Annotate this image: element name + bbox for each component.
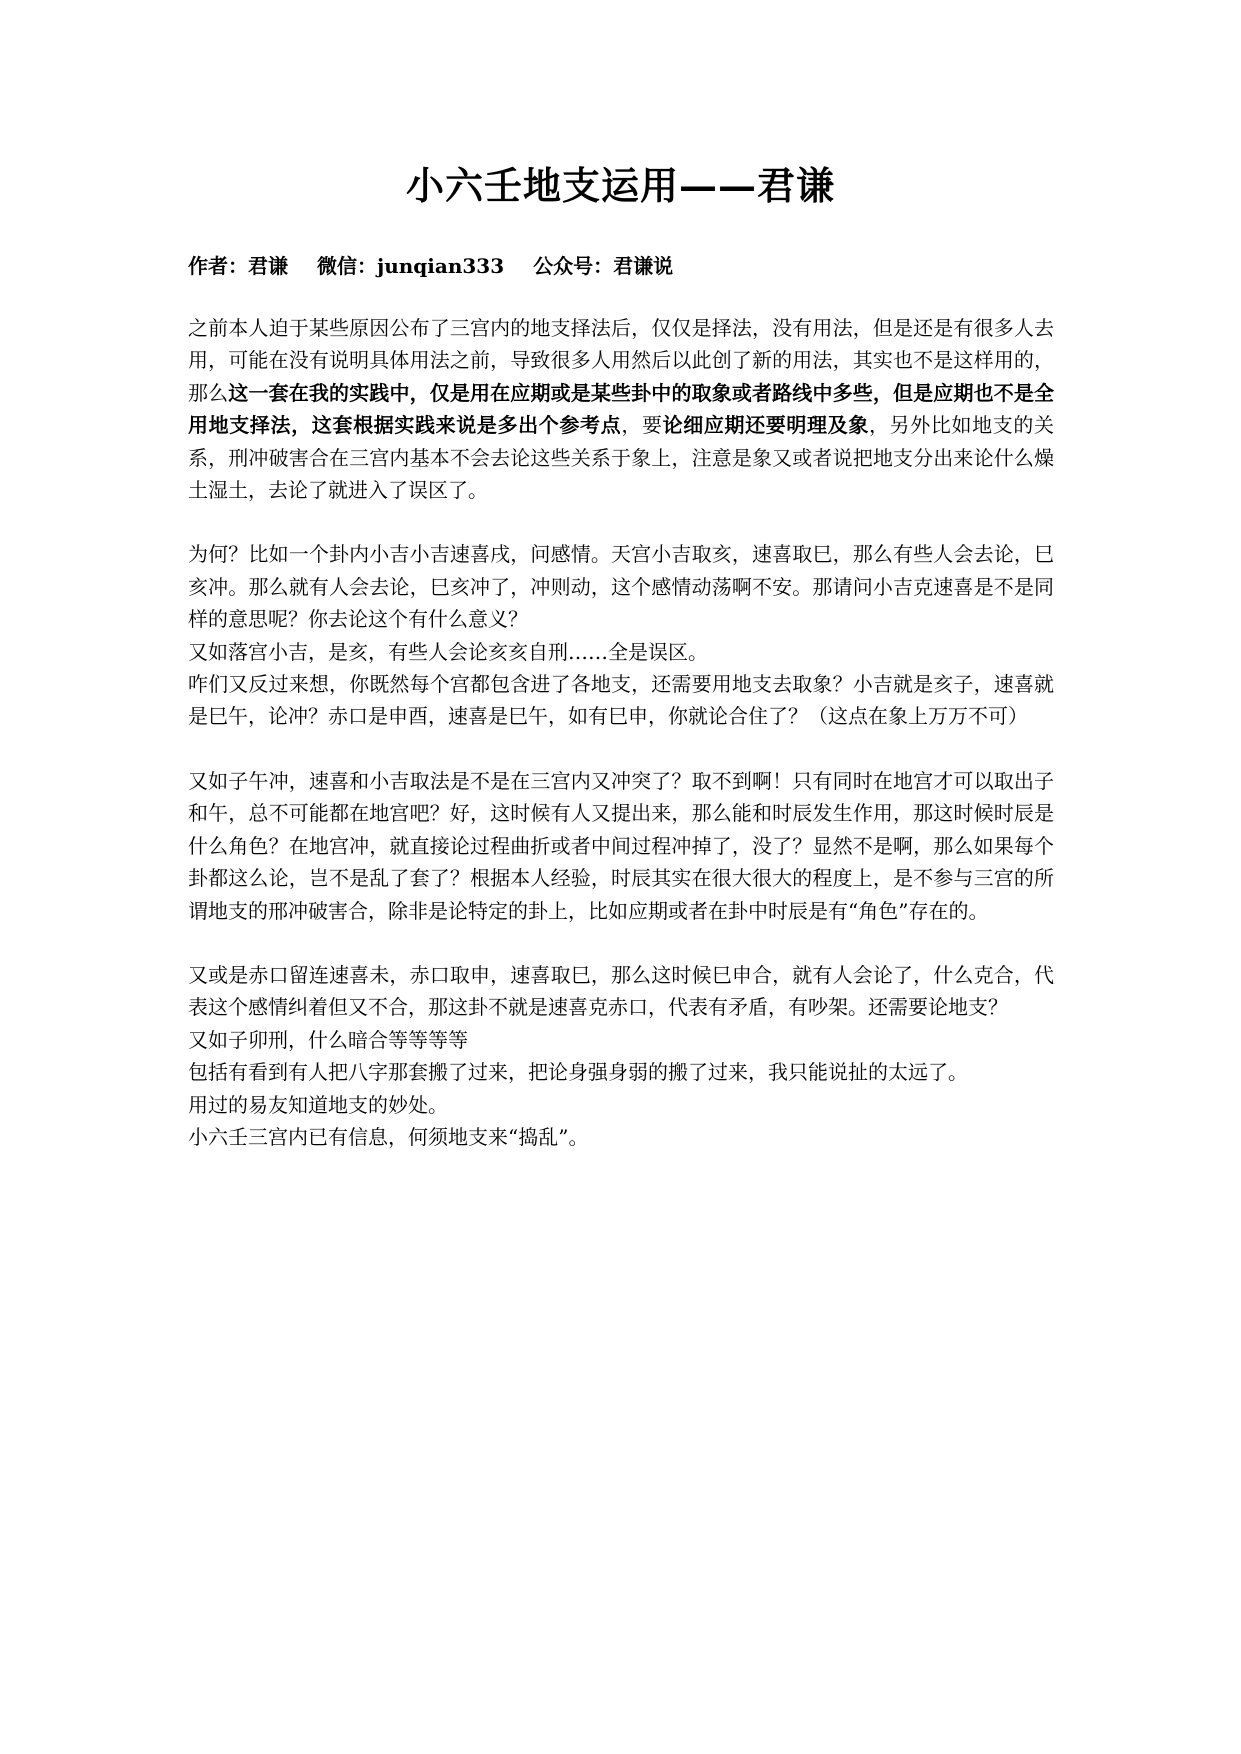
paragraph-2-line-1: 为何？比如一个卦内小吉小吉速喜戌，问感情。天宫小吉取亥，速喜取巳，那么有些人会去论，巳亥冲。那么就有人会去论，巳亥冲了，冲则动，这个感情动荡啊不安。那请问小吉克速喜是不是同样的意思呢？你去论这个有什么意义？ bbox=[188, 542, 1054, 632]
paragraph-1-bold-a: 这一套在我的实践中，仅是用在应期或是某些卦中的取象或者路线中多些，但是应期也不是全用地支择法，这套根据实践来说是多出个参考点 bbox=[188, 380, 1055, 438]
byline bbox=[188, 250, 1058, 279]
paragraph-2-line-3: 咋们又反过来想，你既然每个宫都包含进了各地支，还需要用地支去取象？小吉就是亥子，速喜就是巳午，论冲？赤口是申酉，速喜是巳午，如有巳申，你就论合住了？（这点在象上万万不可） bbox=[188, 672, 1054, 729]
document-title: 小六壬地支运用——君谦 bbox=[405, 163, 835, 208]
paragraph-1-bold-b: 论细应期还要明理及象 bbox=[662, 413, 869, 438]
official-account-label: 公众号：君谦说 bbox=[533, 254, 674, 278]
author-label: 作者：君谦 bbox=[188, 254, 288, 278]
paragraph-4 bbox=[188, 959, 1054, 1153]
paragraph-1 bbox=[188, 312, 1054, 506]
paragraph-1-text-c: ，另外比如地支的关系，刑冲破害合在三宫内基本不会去论这些关系于象上，注意是象又或者说把地支分出来论什么燥土湿土，去论了就进入了误区了。 bbox=[188, 413, 1055, 503]
paragraph-3: 又如子午冲，速喜和小吉取法是不是在三宫内又冲突了？取不到啊！只有同时在地宫才可以取出子和午，总不可能都在地宫吧？好，这时候有人又提出来，那么能和时辰发生作用，那这时候时辰是什么角色？在地宫冲，就直接论过程曲折或者中间过程冲掉了，没了？显然不是啊，那么如果每个卦都这么论，岂不是乱了套了？根据本人经验，时辰其实在很大很大的程度上，是不参与三宫的所谓地支的邢冲破害合，除非是论特定的卦上，比如应期或者在卦中时辰是有“角色”存在的。 bbox=[188, 768, 1054, 923]
paragraph-1-text-b: ，要 bbox=[621, 413, 663, 438]
article-body bbox=[188, 312, 1054, 1153]
wechat-label: 微信：junqian333 bbox=[316, 254, 505, 278]
paragraph-4-line-5: 小六壬三宫内已有信息，何须地支来“捣乱”。 bbox=[188, 1124, 589, 1149]
paragraph-4-line-3: 包括有看到有人把八字那套搬了过来，把论身强身弱的搬了过来，我只能说扯的太远了。 bbox=[188, 1060, 968, 1085]
paragraph-4-line-2: 又如子卯刑，什么暗合等等等等 bbox=[188, 1027, 468, 1052]
paragraph-4-line-4: 用过的易友知道地支的妙处。 bbox=[188, 1092, 448, 1117]
paragraph-2-line-2: 又如落宫小吉，是亥，有些人会论亥亥自刑……全是误区。 bbox=[188, 639, 708, 664]
paragraph-4-line-1: 又或是赤口留连速喜未，赤口取申，速喜取巳，那么这时候巳申合，就有人会论了，什么克合，代表这个感情纠着但又不合，那这卦不就是速喜克赤口，代表有矛盾，有吵架。还需要论地支？ bbox=[188, 962, 1054, 1020]
paragraph-1-text-a: 之前本人迫于某些原因公布了三宫内的地支择法后，仅仅是择法，没有用法，但是还是有很多人去用，可能在没有说明具体用法之前，导致很多人用然后以此创了新的用法，其实也不是这样用的，那么 bbox=[188, 316, 1054, 405]
paragraph-2 bbox=[188, 538, 1054, 732]
